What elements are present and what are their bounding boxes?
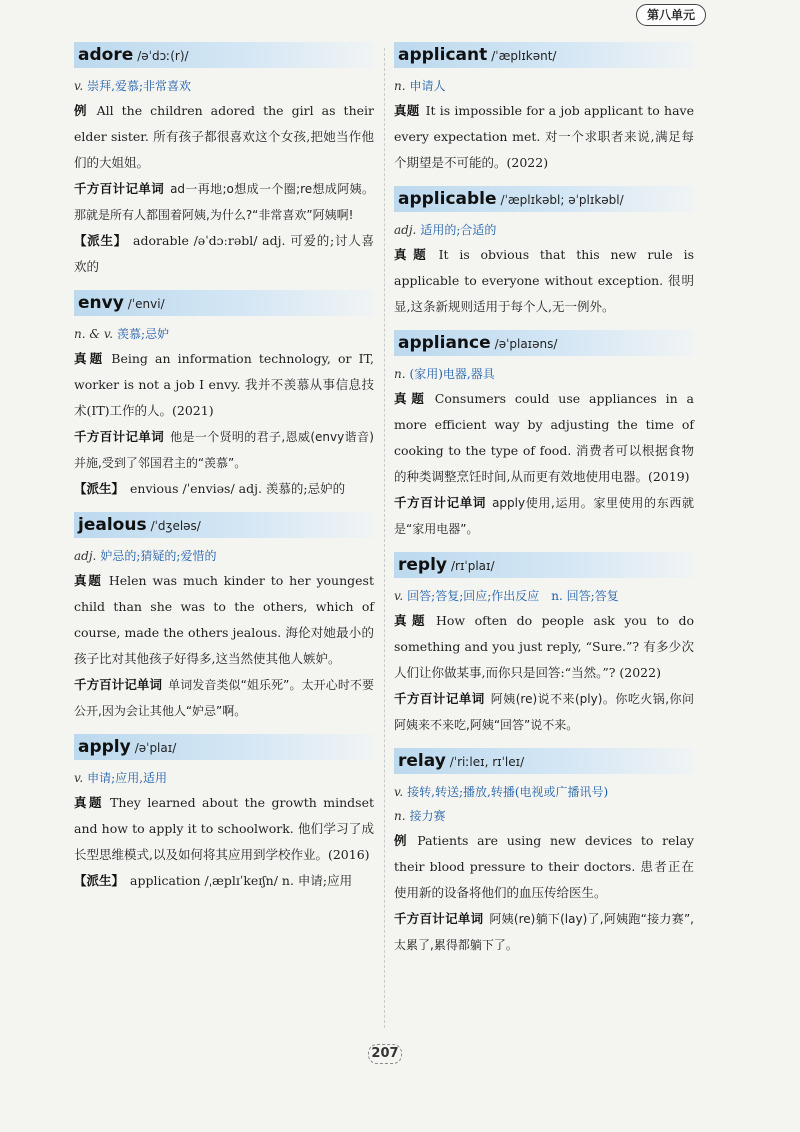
entry-envy	[74, 290, 374, 502]
headword: jealous	[78, 515, 147, 535]
definition-2	[394, 804, 694, 828]
para-text: envious /ˈenviəs/ adj. 羡慕的;忌妒的	[130, 481, 346, 496]
example-paragraph	[394, 828, 694, 906]
meaning: 申请;应用,适用	[87, 771, 168, 785]
entry-appliance	[394, 330, 694, 542]
para-text: apply使用,运用。家里使用的东西就是“家用电器”。	[394, 496, 694, 536]
phonetic: /ˈæplɪkəbl; əˈplɪkəbl/	[500, 193, 624, 207]
entry-header	[74, 42, 374, 68]
exam-paragraph	[74, 346, 374, 424]
derivative-paragraph	[74, 868, 374, 894]
entry-adore	[74, 42, 374, 280]
part-of-speech: adj.	[394, 223, 417, 237]
meaning: 申请人	[409, 79, 446, 93]
para-label: 【派生】	[74, 481, 125, 496]
memory-tip-paragraph	[394, 906, 694, 958]
part-of-speech: adj.	[74, 549, 97, 563]
headword: envy	[78, 293, 124, 313]
para-text: How often do people ask you to do something and you just reply, “Sure.”? 有多少次人们让你做某事,而你只是回答:“当然。”? (2022)	[394, 613, 694, 680]
para-label: 真题	[394, 613, 430, 628]
entry-header	[74, 734, 374, 760]
entry-apply	[74, 734, 374, 894]
exam-paragraph	[74, 568, 374, 672]
para-text: 阿姨(re)说不来(ply)。你吃火锅,你问阿姨来不来吃,阿姨“回答”说不来。	[394, 692, 694, 732]
entry-header	[74, 512, 374, 538]
para-label: 真题	[74, 795, 104, 810]
para-label: 千方百计记单词	[74, 181, 165, 196]
entry-header	[74, 290, 374, 316]
definition	[74, 766, 374, 790]
para-text: They learned about the growth mindset and how to apply it to schoolwork. 他们学习了成长型思维模式,以及如何将其应用到学校作业。(2016)	[74, 795, 374, 862]
para-label: 真题	[394, 391, 429, 406]
para-label: 真题	[394, 247, 433, 262]
memory-tip-paragraph	[394, 490, 694, 542]
para-label: 千方百计记单词	[74, 429, 165, 444]
definition	[74, 544, 374, 568]
memory-tip-paragraph	[394, 686, 694, 738]
entry-applicable	[394, 186, 694, 320]
part-of-speech: n.	[394, 79, 406, 93]
meaning: (家用)电器,器具	[409, 367, 495, 381]
entry-header	[394, 42, 694, 68]
para-label: 真题	[394, 103, 420, 118]
derivative-paragraph	[74, 476, 374, 502]
right-column	[394, 42, 694, 968]
phonetic: /ˈriːleɪ, rɪˈleɪ/	[449, 755, 525, 769]
meaning: 崇拜,爱慕;非常喜欢	[87, 79, 192, 93]
para-text: Being an information technology, or IT, worker is not a job I envy. 我并不羡慕从事信息技术(IT)工作的人。(2021)	[74, 351, 374, 418]
entry-header	[394, 552, 694, 578]
part-of-speech: n. & v.	[74, 327, 114, 341]
meaning: 回答;答复;回应;作出反应 n. 回答;答复	[407, 589, 619, 603]
meaning: 羡慕;忌妒	[117, 327, 170, 341]
para-text: It is obvious that this new rule is applicable to everyone without exception. 很明显,这条新规则适用于每个人,无一例外。	[394, 247, 694, 314]
page-number: 207	[368, 1044, 402, 1064]
para-text: Consumers could use appliances in a more efficient way by adjusting the time of cooking to the type of food. 消费者可以根据食物的种类调整烹饪时间,从而更有效地使用电器。(2019)	[394, 391, 694, 484]
para-text: Helen was much kinder to her youngest child than she was to the others, which of course, made the others jealous. 海伦对她最小的孩子比对其他孩子好得多,这当然使其他人嫉妒。	[74, 573, 374, 666]
para-text: 他是一个贤明的君子,恩威(envy谐音)并施,受到了邻国君主的“羡慕”。	[74, 430, 374, 470]
phonetic: /əˈplaɪəns/	[494, 337, 558, 351]
para-label: 千方百计记单词	[74, 677, 163, 692]
para-label: 千方百计记单词	[394, 495, 487, 510]
phonetic: /rɪˈplaɪ/	[451, 559, 495, 573]
para-label: 真题	[74, 351, 106, 366]
example-paragraph	[74, 98, 374, 176]
exam-paragraph	[394, 608, 694, 686]
exam-paragraph	[394, 98, 694, 176]
para-text: application /ˌæplɪˈkeɪʃn/ n. 申请;应用	[130, 873, 353, 888]
phonetic: /ˈdʒeləs/	[150, 519, 201, 533]
part-of-speech: n.	[394, 809, 406, 823]
entry-relay	[394, 748, 694, 958]
para-label: 真题	[74, 573, 103, 588]
part-of-speech: v.	[394, 589, 404, 603]
para-label: 例	[74, 103, 91, 118]
para-text: Patients are using new devices to relay their blood pressure to their doctors. 患者正在使用新的设备将他们的血压传给医生。	[394, 833, 694, 900]
part-of-speech: n.	[394, 367, 406, 381]
left-column	[74, 42, 374, 904]
definition	[394, 218, 694, 242]
headword: adore	[78, 45, 134, 65]
para-text: 单词发音类似“姐乐死”。太开心时不要公开,因为会让其他人“妒忌”啊。	[74, 678, 374, 718]
headword: applicant	[398, 45, 488, 65]
part-of-speech: v.	[74, 771, 84, 785]
entry-applicant	[394, 42, 694, 176]
exam-paragraph	[394, 242, 694, 320]
memory-tip-paragraph	[74, 672, 374, 724]
headword: reply	[398, 555, 447, 575]
entry-reply	[394, 552, 694, 738]
meaning: 妒忌的;猜疑的;爱惜的	[100, 549, 217, 563]
para-label: 【派生】	[74, 873, 125, 888]
definition	[394, 780, 694, 804]
entry-header	[394, 330, 694, 356]
part-of-speech: v.	[394, 785, 404, 799]
definition	[74, 74, 374, 98]
meaning: 接力赛	[409, 809, 446, 823]
memory-tip-paragraph	[74, 424, 374, 476]
para-label: 例	[394, 833, 412, 848]
meaning: 适用的;合适的	[420, 223, 497, 237]
para-label: 【派生】	[74, 233, 128, 248]
entry-header	[394, 748, 694, 774]
para-text: It is impossible for a job applicant to have every expectation met. 对一个求职者来说,满足每个期望是不可能的。(2022)	[394, 103, 694, 170]
phonetic: /əˈplaɪ/	[134, 741, 177, 755]
unit-tag: 第八单元	[636, 4, 706, 26]
column-divider	[384, 48, 385, 1028]
derivative-paragraph	[74, 228, 374, 280]
exam-paragraph	[74, 790, 374, 868]
headword: apply	[78, 737, 131, 757]
para-text: adorable /əˈdɔːrəbl/ adj. 可爱的;讨人喜欢的	[74, 233, 374, 274]
headword: relay	[398, 751, 446, 771]
definition	[74, 322, 374, 346]
entry-header	[394, 186, 694, 212]
part-of-speech: v.	[74, 79, 84, 93]
phonetic: /ˈæplɪkənt/	[491, 49, 557, 63]
phonetic: /əˈdɔː(r)/	[137, 49, 189, 63]
entry-jealous	[74, 512, 374, 724]
phonetic: /ˈenvi/	[127, 297, 165, 311]
exam-paragraph	[394, 386, 694, 490]
headword: applicable	[398, 189, 497, 209]
definition	[394, 74, 694, 98]
para-text: All the children adored the girl as their elder sister. 所有孩子都很喜欢这个女孩,把她当作他们的大姐姐。	[74, 103, 374, 170]
definition	[394, 584, 694, 608]
headword: appliance	[398, 333, 491, 353]
para-text: ad一再地;o想成一个圈;re想成阿姨。那就是所有人都围着阿姨,为什么?“非常喜欢”阿姨啊!	[74, 182, 374, 222]
definition	[394, 362, 694, 386]
para-text: 阿姨(re)躺下(lay)了,阿姨跑“接力赛”,太累了,累得都躺下了。	[394, 912, 694, 952]
para-label: 千方百计记单词	[394, 911, 484, 926]
meaning: 接转,转送;播放,转播(电视或广播讯号)	[407, 785, 609, 799]
memory-tip-paragraph	[74, 176, 374, 228]
para-label: 千方百计记单词	[394, 691, 485, 706]
